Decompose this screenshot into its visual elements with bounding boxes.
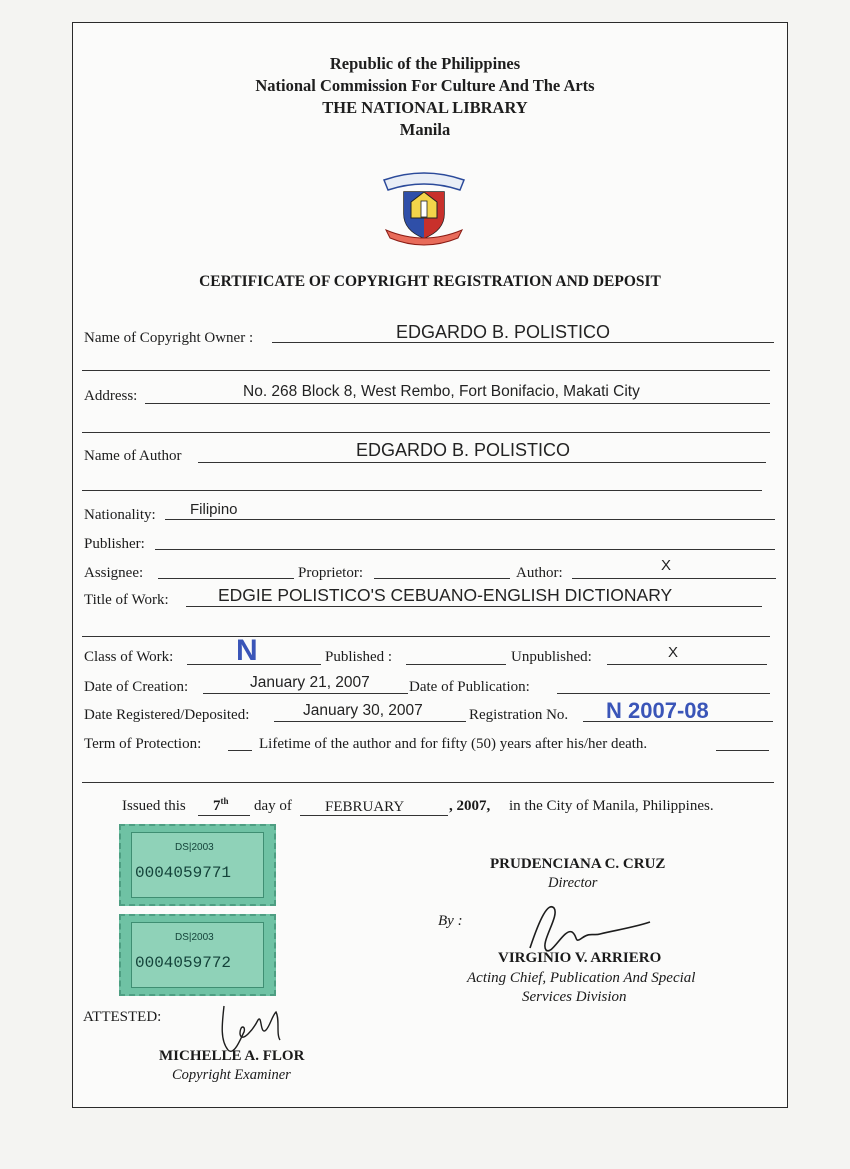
issued-year: , 2007,: [449, 798, 491, 814]
stamp-2-code: 0004059772: [135, 954, 232, 972]
term-of-protection-value: Lifetime of the author and for fifty (50) years after his/her death.: [259, 736, 648, 752]
owner-label: Name of Copyright Owner :: [84, 330, 254, 346]
published-line: [406, 664, 506, 665]
assignee-label: Assignee:: [84, 565, 144, 581]
issued-month-line: [300, 815, 448, 816]
date-of-publication-line: [557, 693, 770, 694]
national-library-seal-icon: [378, 168, 470, 246]
unpublished-value: X: [668, 644, 679, 661]
stamp-1-series: DS|2003: [175, 842, 214, 853]
examiner-name: MICHELLE A. FLOR: [159, 1048, 305, 1064]
nationality-line: [165, 519, 775, 520]
header-republic: Republic of the Philippines: [329, 54, 521, 73]
unpublished-line: [607, 664, 767, 665]
registration-no-value: N 2007-08: [606, 698, 709, 723]
date-registered-label: Date Registered/Deposited:: [84, 707, 250, 723]
class-of-work-value: N: [236, 634, 258, 667]
term-of-protection-label: Term of Protection:: [84, 736, 202, 752]
publisher-label: Publisher:: [84, 536, 145, 552]
owner-value: EDGARDO B. POLISTICO: [396, 322, 611, 342]
issued-mid: day of: [254, 798, 292, 814]
director-title: Director: [548, 875, 598, 891]
proprietor-label: Proprietor:: [298, 565, 363, 581]
header-library: THE NATIONAL LIBRARY: [322, 98, 528, 117]
chief-title-line-1: Acting Chief, Publication And Special: [467, 970, 696, 986]
chief-signature-icon: [520, 898, 660, 958]
attested-label: ATTESTED:: [83, 1009, 162, 1025]
registration-no-label: Registration No.: [469, 707, 569, 723]
author-mark-value: X: [661, 557, 672, 574]
unpublished-label: Unpublished:: [511, 649, 592, 665]
address-extra-line: [82, 432, 770, 433]
director-name: PRUDENCIANA C. CRUZ: [490, 856, 666, 872]
nationality-label: Nationality:: [84, 507, 156, 523]
title-of-work-line: [186, 606, 762, 607]
published-label: Published :: [325, 649, 393, 665]
date-registered-value: January 30, 2007: [303, 702, 423, 719]
class-of-work-label: Class of Work:: [84, 649, 174, 665]
stamp-2-series: DS|2003: [175, 932, 214, 943]
date-of-creation-value: January 21, 2007: [250, 674, 370, 691]
issued-day: [213, 796, 229, 815]
issued-day-suffix: th: [220, 796, 229, 806]
issued-month: FEBRUARY: [325, 799, 405, 815]
header-commission: National Commission For Culture And The Arts: [255, 76, 595, 95]
term-extra-line: [82, 782, 774, 783]
address-value: No. 268 Block 8, West Rembo, Fort Bonifacio, Makati City: [243, 383, 640, 400]
documentary-stamp-1: [119, 824, 276, 906]
chief-name: VIRGINIO V. ARRIERO: [498, 950, 662, 966]
author-mark-line: [572, 578, 776, 579]
examiner-title: Copyright Examiner: [172, 1067, 291, 1083]
date-of-creation-line: [203, 693, 408, 694]
date-registered-line: [274, 721, 466, 722]
issued-place: in the City of Manila, Philippines.: [509, 798, 714, 814]
issued-day-line: [198, 815, 250, 816]
address-line: [145, 403, 770, 404]
publisher-line: [155, 549, 775, 550]
chief-title-line-2: Services Division: [522, 989, 627, 1005]
date-of-publication-label: Date of Publication:: [409, 679, 530, 695]
title-of-work-value: EDGIE POLISTICO'S CEBUANO-ENGLISH DICTIONARY: [218, 585, 673, 605]
author-value: EDGARDO B. POLISTICO: [356, 440, 571, 460]
issued-day-number: 7: [213, 798, 221, 814]
proprietor-line: [374, 578, 510, 579]
address-label: Address:: [84, 388, 138, 404]
stamp-1-code: 0004059771: [135, 864, 232, 882]
issued-prefix: Issued this: [122, 798, 186, 814]
nationality-value: Filipino: [190, 501, 238, 518]
term-post-line: [716, 750, 769, 751]
by-label: By :: [438, 913, 463, 929]
header-city: Manila: [399, 120, 451, 139]
author-label: Name of Author: [84, 448, 182, 464]
title-of-work-label: Title of Work:: [84, 592, 169, 608]
assignee-line: [158, 578, 294, 579]
documentary-stamp-2: [119, 914, 276, 996]
author-extra-line: [82, 490, 762, 491]
term-pre-line: [228, 750, 252, 751]
date-of-creation-label: Date of Creation:: [84, 679, 189, 695]
owner-extra-line: [82, 370, 770, 371]
title-extra-line: [82, 636, 770, 637]
author-mark-label: Author:: [516, 565, 563, 581]
certificate-title: CERTIFICATE OF COPYRIGHT REGISTRATION AND DEPOSIT: [199, 273, 661, 290]
author-line: [198, 462, 766, 463]
